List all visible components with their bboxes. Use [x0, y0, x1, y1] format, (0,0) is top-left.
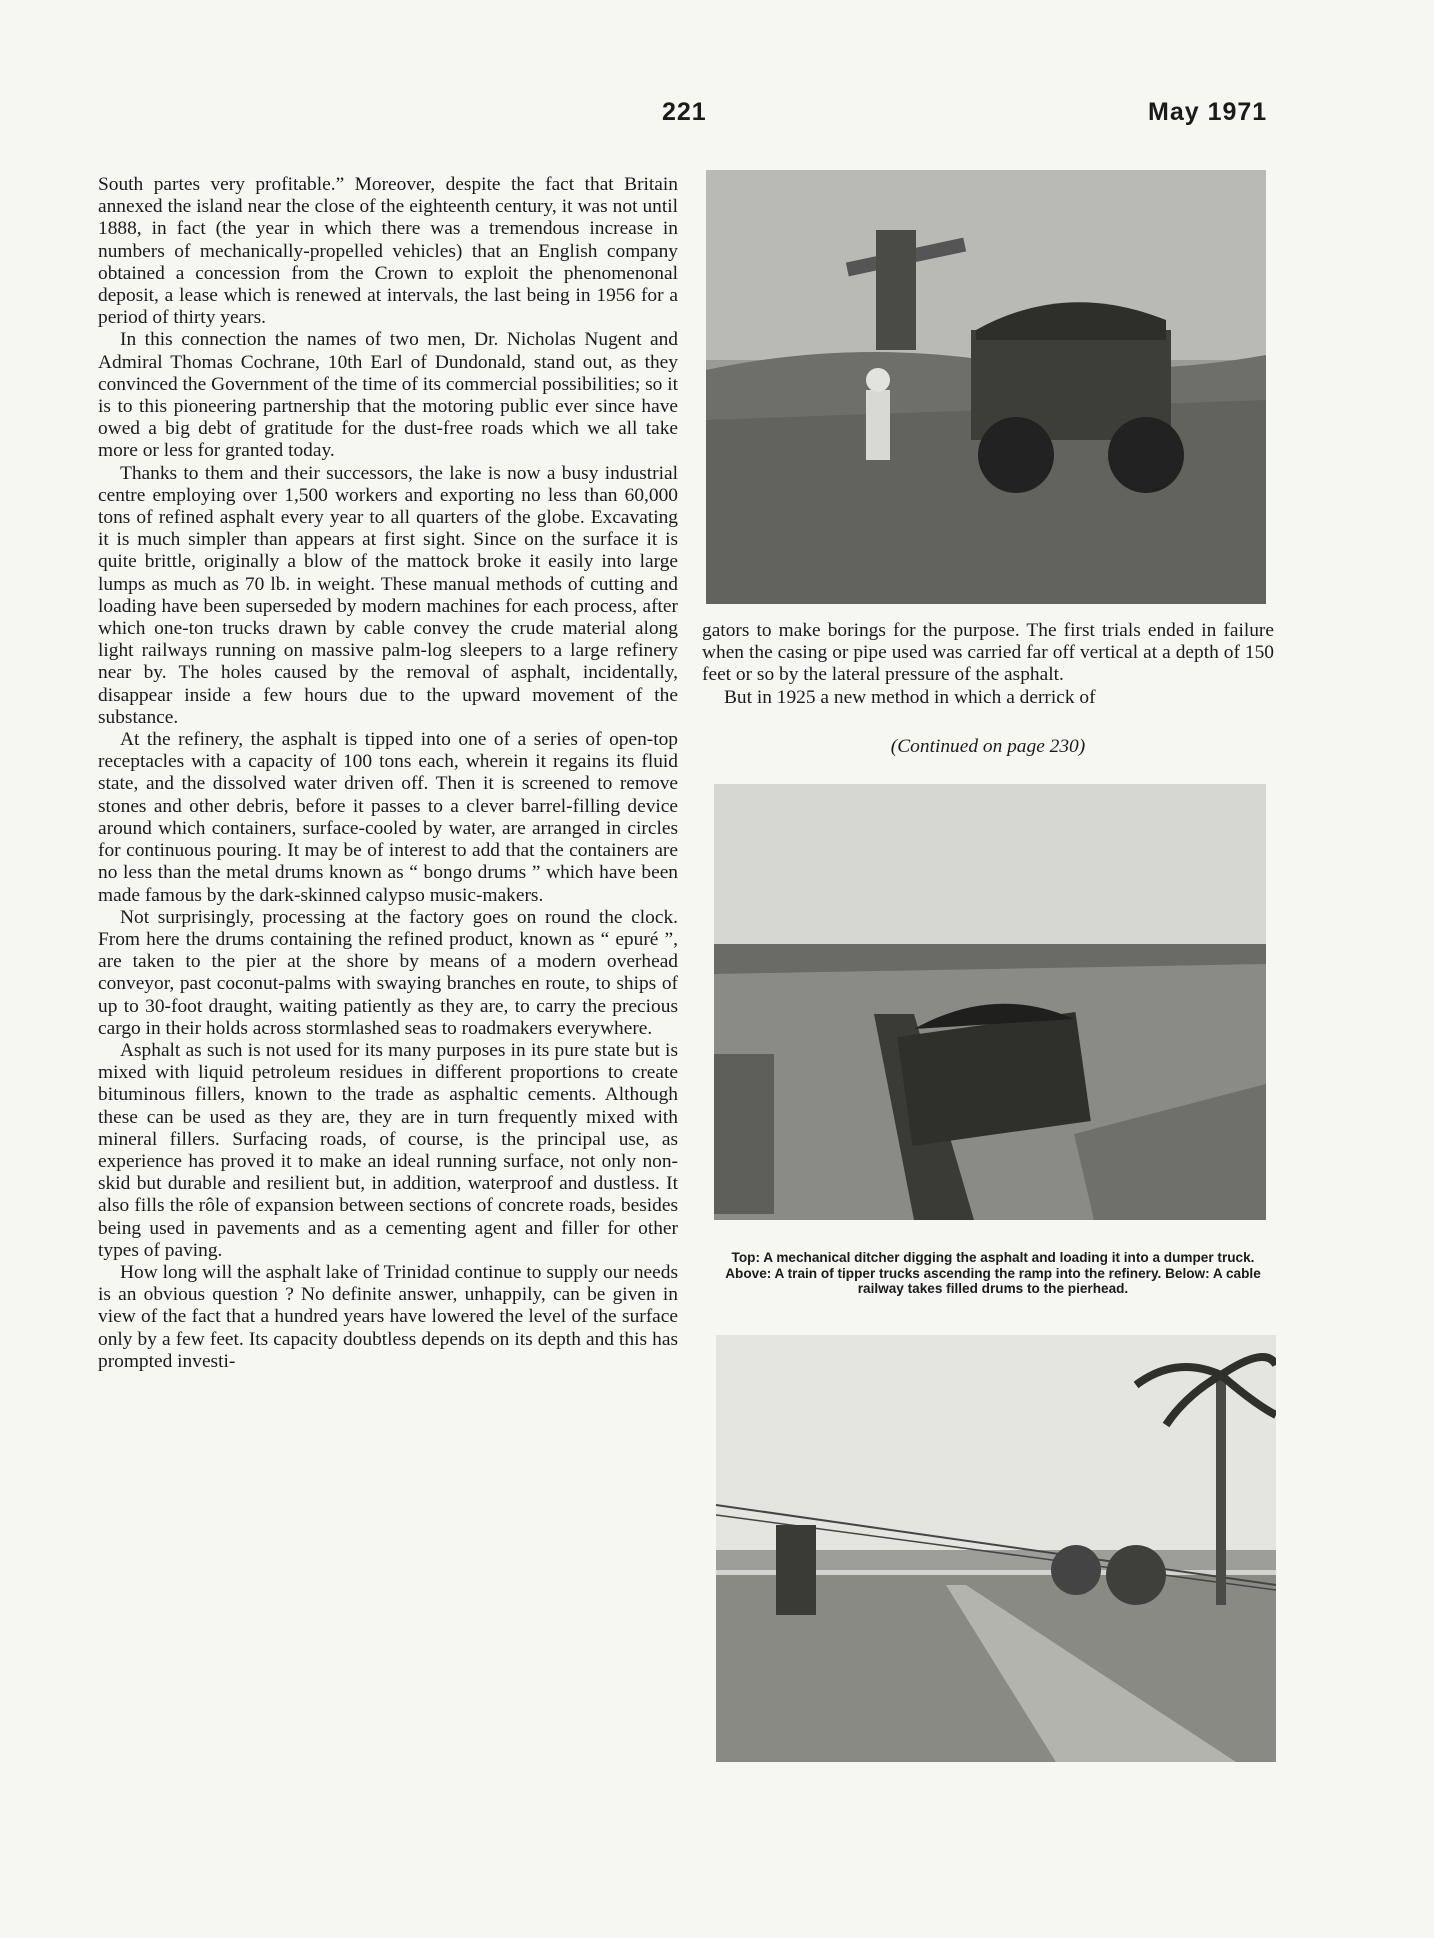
photo-ditcher [706, 170, 1266, 604]
paragraph: Not surprisingly, processing at the factory goes on round the clock. From here the drums containing the refined product, known as “ epuré ”, are taken to the pier at the shore by means of a modern overhead conveyor, past coconut-palms with swaying branches en route, to ships of up to 30-foot draught, waiting patiently as they are, to carry the precious cargo in their holds across stormlashed seas to roadmakers everywhere. [98, 906, 678, 1039]
paragraph: South partes very profitable.” Moreover, despite the fact that Britain annexed the island near the close of the eighteenth century, it was not until 1888, in fact (the year in which there was a tremendous increase in numbers of mechanically-propelled vehicles) that an English company obtained a concession from the Crown to exploit the phenomenonal deposit, a lease which is renewed at intervals, the last being in 1956 for a period of thirty years. [98, 174, 678, 329]
paragraph: In this connection the names of two men, Dr. Nicholas Nugent and Admiral Thomas Cochrane, 10th Earl of Dundonald, stand out, as they convinced the Government of the time of its commercial possibilities; so it is to this pioneering partnership that the motoring public ever since have owed a big debt of gratitude for the dust-free roads which we all take more or less for granted today. [98, 329, 678, 462]
photo-cable-railway [716, 1335, 1276, 1762]
paragraph: At the refinery, the asphalt is tipped into one of a series of open-top receptacles with a capacity of 100 tons each, wherein it regains its fluid state, and the dissolved water driven off. Then it is screened to remove stones and other debris, before it passes to a clever barrel-filling device around which containers, surface-cooled by water, are arranged in circles for continuous pouring. It may be of interest to add that the containers are no less than the metal drums known as “ bongo drums ” which have been made famous by the dark-skinned calypso music-makers. [98, 729, 678, 906]
issue-date: May 1971 [1148, 98, 1268, 126]
page-number: 221 [662, 98, 707, 126]
continued-note: (Continued on page 230) [890, 736, 1086, 757]
paragraph: Thanks to them and their successors, the lake is now a busy industrial centre employing over 1,500 workers and exporting no less than 60,000 tons of refined asphalt every year to all quarters of the globe. Excavating it is much simpler than appears at first sight. Since on the surface it is quite brittle, originally a blow of the mattock broke it easily into large lumps as much as 70 lb. in weight. These manual methods of cutting and loading have been superseded by modern machines for each process, after which one-ton trucks drawn by cable convey the crude material along light railways running on massive palm-log sleepers to a large refinery near by. The holes caused by the removal of asphalt, incidentally, disappear inside a few hours due to the upward movement of the substance. [98, 462, 678, 728]
paragraph: But in 1925 a new method in which a derrick of [724, 686, 1096, 708]
right-column [702, 620, 1274, 709]
photo-tipper-trucks [714, 784, 1266, 1220]
paragraph: Asphalt as such is not used for its many purposes in its pure state but is mixed with liquid petroleum residues in different proportions to create bituminous fillers, known to the trade as asphaltic cements. Although these can be used as they are, they are in turn frequently mixed with mineral fillers. Surfacing roads, of course, is the principal use, as experience has proved it to make an ideal running surface, not only non-skid but durable and resilient but, in addition, waterproof and dustless. It also fills the rôle of expansion between sections of concrete roads, besides being used in pavements and as a cementing agent and filler for other types of paving. [98, 1039, 678, 1261]
left-column [98, 174, 678, 1373]
paragraph: How long will the asphalt lake of Trinidad continue to supply our needs is an obvious question ? No definite answer, unhappily, can be given in view of the fact that a hundred years have lowered the level of the surface only by a few feet. Its capacity doubtless depends on its depth and this has prompted investi- [98, 1261, 678, 1372]
paragraph: gators to make borings for the purpose. The first trials ended in failure when the casing or pipe used was carried far off vertical at a depth of 150 feet or so by the lateral pressure of the asphalt. [702, 620, 1274, 686]
photo-caption: Top: A mechanical ditcher digging the asphalt and loading it into a dumper truck. Above: A train of tipper trucks ascending the ramp into the refinery. Below: A cable railway takes filled drums to the pierhead. [725, 1250, 1261, 1296]
